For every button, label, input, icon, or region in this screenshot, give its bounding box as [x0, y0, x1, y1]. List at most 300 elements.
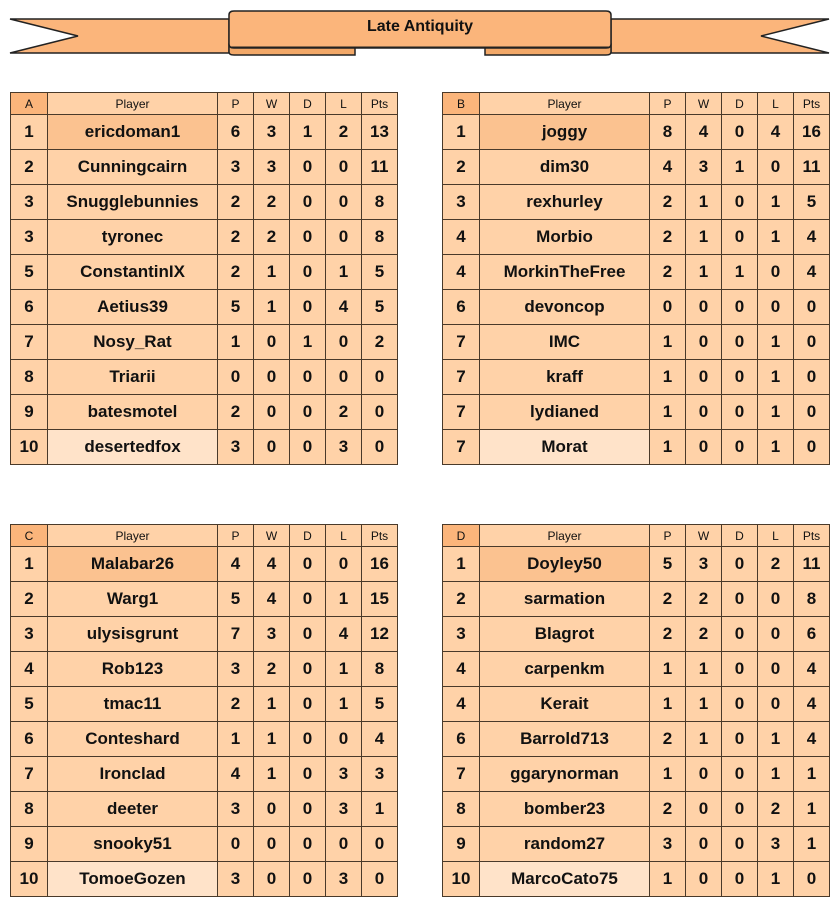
d-cell: 1	[290, 325, 326, 360]
pts-cell: 4	[794, 652, 830, 687]
group-label: D	[443, 525, 480, 547]
pts-cell: 15	[362, 582, 398, 617]
rank-cell: 7	[443, 757, 480, 792]
p-cell: 2	[650, 617, 686, 652]
column-header-p: P	[650, 525, 686, 547]
l-cell: 2	[326, 395, 362, 430]
d-cell: 0	[290, 255, 326, 290]
table-row	[443, 395, 830, 430]
rank-cell: 1	[443, 115, 480, 150]
p-cell: 3	[650, 827, 686, 862]
player-name-cell: tmac11	[48, 687, 218, 722]
pts-cell: 11	[794, 150, 830, 185]
d-cell: 0	[722, 827, 758, 862]
table-row	[443, 687, 830, 722]
w-cell: 0	[254, 430, 290, 465]
d-cell: 0	[290, 360, 326, 395]
player-name-cell: devoncop	[480, 290, 650, 325]
rank-cell: 3	[443, 617, 480, 652]
player-name-cell: batesmotel	[48, 395, 218, 430]
table-row	[443, 792, 830, 827]
pts-cell: 0	[794, 395, 830, 430]
pts-cell: 0	[362, 360, 398, 395]
d-cell: 0	[722, 395, 758, 430]
rank-cell: 6	[11, 722, 48, 757]
w-cell: 2	[254, 652, 290, 687]
pts-cell: 1	[794, 757, 830, 792]
d-cell: 1	[722, 150, 758, 185]
w-cell: 3	[686, 547, 722, 582]
player-name-cell: Rob123	[48, 652, 218, 687]
d-cell: 0	[290, 617, 326, 652]
column-header-d: D	[722, 525, 758, 547]
column-header-d: D	[722, 93, 758, 115]
player-name-cell: ggarynorman	[480, 757, 650, 792]
table-row	[443, 862, 830, 897]
pts-cell: 0	[794, 360, 830, 395]
p-cell: 1	[650, 687, 686, 722]
p-cell: 3	[218, 652, 254, 687]
rank-cell: 10	[11, 430, 48, 465]
p-cell: 2	[650, 792, 686, 827]
table-row	[11, 827, 398, 862]
p-cell: 3	[218, 150, 254, 185]
rank-cell: 9	[443, 827, 480, 862]
rank-cell: 9	[11, 827, 48, 862]
player-name-cell: tyronec	[48, 220, 218, 255]
table-row	[443, 115, 830, 150]
w-cell: 0	[686, 792, 722, 827]
d-cell: 0	[722, 582, 758, 617]
rank-cell: 10	[443, 862, 480, 897]
rank-cell: 5	[11, 687, 48, 722]
pts-cell: 2	[362, 325, 398, 360]
l-cell: 0	[758, 582, 794, 617]
player-name-cell: desertedfox	[48, 430, 218, 465]
column-header-pts: Pts	[794, 93, 830, 115]
table-row	[443, 430, 830, 465]
group-a-table	[10, 92, 398, 465]
p-cell: 7	[218, 617, 254, 652]
table-row	[443, 150, 830, 185]
d-cell: 0	[290, 687, 326, 722]
rank-cell: 1	[11, 547, 48, 582]
player-name-cell: MarcoCato75	[480, 862, 650, 897]
w-cell: 1	[254, 290, 290, 325]
d-cell: 1	[722, 255, 758, 290]
d-cell: 0	[722, 792, 758, 827]
pts-cell: 0	[794, 430, 830, 465]
player-name-cell: bomber23	[480, 792, 650, 827]
table-row	[11, 722, 398, 757]
l-cell: 1	[758, 185, 794, 220]
pts-cell: 1	[794, 827, 830, 862]
title-banner	[0, 0, 839, 62]
d-cell: 0	[290, 652, 326, 687]
column-header-l: L	[758, 93, 794, 115]
pts-cell: 1	[362, 792, 398, 827]
player-name-cell: ulysisgrunt	[48, 617, 218, 652]
column-header-p: P	[650, 93, 686, 115]
rank-cell: 6	[11, 290, 48, 325]
player-name-cell: deeter	[48, 792, 218, 827]
column-header-w: W	[686, 525, 722, 547]
group-d-table	[442, 524, 830, 897]
table-row	[11, 395, 398, 430]
rank-cell: 8	[443, 792, 480, 827]
player-name-cell: snooky51	[48, 827, 218, 862]
table-header-row	[11, 93, 398, 115]
player-name-cell: dim30	[480, 150, 650, 185]
p-cell: 2	[218, 185, 254, 220]
table-row	[443, 325, 830, 360]
l-cell: 2	[758, 547, 794, 582]
player-name-cell: ConstantinIX	[48, 255, 218, 290]
table-row	[11, 290, 398, 325]
l-cell: 0	[326, 360, 362, 395]
column-header-w: W	[254, 525, 290, 547]
w-cell: 0	[254, 792, 290, 827]
player-name-cell: Kerait	[480, 687, 650, 722]
player-name-cell: Ironclad	[48, 757, 218, 792]
rank-cell: 7	[11, 325, 48, 360]
pts-cell: 11	[362, 150, 398, 185]
rank-cell: 6	[443, 290, 480, 325]
p-cell: 6	[218, 115, 254, 150]
p-cell: 4	[218, 547, 254, 582]
l-cell: 4	[326, 617, 362, 652]
player-name-cell: Aetius39	[48, 290, 218, 325]
w-cell: 1	[686, 255, 722, 290]
table-row	[11, 582, 398, 617]
table-row	[11, 430, 398, 465]
pts-cell: 5	[794, 185, 830, 220]
rank-cell: 2	[443, 150, 480, 185]
p-cell: 8	[650, 115, 686, 150]
l-cell: 0	[326, 722, 362, 757]
rank-cell: 8	[11, 360, 48, 395]
table-header-row	[443, 525, 830, 547]
rank-cell: 1	[443, 547, 480, 582]
table-row	[443, 722, 830, 757]
w-cell: 0	[686, 862, 722, 897]
l-cell: 1	[758, 862, 794, 897]
rank-cell: 3	[11, 220, 48, 255]
d-cell: 0	[290, 722, 326, 757]
l-cell: 3	[758, 827, 794, 862]
p-cell: 5	[218, 290, 254, 325]
player-name-cell: rexhurley	[480, 185, 650, 220]
w-cell: 3	[254, 150, 290, 185]
d-cell: 0	[290, 290, 326, 325]
player-name-cell: carpenkm	[480, 652, 650, 687]
w-cell: 0	[686, 360, 722, 395]
w-cell: 0	[686, 827, 722, 862]
p-cell: 1	[650, 325, 686, 360]
player-name-cell: Barrold713	[480, 722, 650, 757]
l-cell: 1	[758, 430, 794, 465]
player-name-cell: TomoeGozen	[48, 862, 218, 897]
table-header-row	[11, 525, 398, 547]
table-row	[11, 862, 398, 897]
pts-cell: 5	[362, 255, 398, 290]
d-cell: 0	[290, 792, 326, 827]
player-name-cell: Blagrot	[480, 617, 650, 652]
player-name-cell: sarmation	[480, 582, 650, 617]
p-cell: 2	[218, 395, 254, 430]
w-cell: 0	[254, 395, 290, 430]
pts-cell: 8	[362, 185, 398, 220]
table-row	[443, 290, 830, 325]
p-cell: 2	[218, 687, 254, 722]
d-cell: 0	[290, 862, 326, 897]
player-name-cell: MorkinTheFree	[480, 255, 650, 290]
d-cell: 0	[290, 220, 326, 255]
l-cell: 1	[758, 757, 794, 792]
table-row	[11, 547, 398, 582]
l-cell: 3	[326, 430, 362, 465]
player-name-cell: Morat	[480, 430, 650, 465]
column-header-pts: Pts	[362, 525, 398, 547]
w-cell: 3	[686, 150, 722, 185]
d-cell: 0	[722, 290, 758, 325]
player-name-cell: Morbio	[480, 220, 650, 255]
pts-cell: 16	[362, 547, 398, 582]
p-cell: 1	[650, 395, 686, 430]
player-name-cell: ericdoman1	[48, 115, 218, 150]
w-cell: 1	[686, 652, 722, 687]
rank-cell: 4	[443, 255, 480, 290]
p-cell: 1	[650, 652, 686, 687]
table-row	[443, 547, 830, 582]
l-cell: 1	[758, 722, 794, 757]
p-cell: 4	[218, 757, 254, 792]
l-cell: 3	[326, 757, 362, 792]
l-cell: 1	[758, 395, 794, 430]
d-cell: 0	[290, 395, 326, 430]
rank-cell: 2	[11, 582, 48, 617]
d-cell: 1	[290, 115, 326, 150]
d-cell: 0	[722, 325, 758, 360]
rank-cell: 7	[443, 325, 480, 360]
pts-cell: 0	[794, 290, 830, 325]
column-header-pts: Pts	[794, 525, 830, 547]
player-name-cell: Doyley50	[480, 547, 650, 582]
d-cell: 0	[722, 430, 758, 465]
pts-cell: 0	[794, 325, 830, 360]
p-cell: 1	[650, 757, 686, 792]
w-cell: 2	[686, 617, 722, 652]
rank-cell: 4	[443, 220, 480, 255]
p-cell: 2	[650, 220, 686, 255]
p-cell: 1	[650, 862, 686, 897]
w-cell: 1	[254, 757, 290, 792]
p-cell: 0	[218, 827, 254, 862]
l-cell: 0	[758, 617, 794, 652]
player-name-cell: Conteshard	[48, 722, 218, 757]
d-cell: 0	[722, 757, 758, 792]
pts-cell: 16	[794, 115, 830, 150]
pts-cell: 0	[362, 827, 398, 862]
w-cell: 4	[254, 547, 290, 582]
pts-cell: 4	[794, 255, 830, 290]
l-cell: 1	[758, 360, 794, 395]
column-header-player: Player	[480, 525, 650, 547]
player-name-cell: joggy	[480, 115, 650, 150]
d-cell: 0	[290, 185, 326, 220]
w-cell: 0	[254, 360, 290, 395]
column-header-player: Player	[48, 93, 218, 115]
table-row	[11, 115, 398, 150]
player-name-cell: Triarii	[48, 360, 218, 395]
table-row	[443, 255, 830, 290]
rank-cell: 10	[11, 862, 48, 897]
table-row	[11, 185, 398, 220]
table-row	[11, 652, 398, 687]
w-cell: 1	[686, 687, 722, 722]
p-cell: 2	[650, 255, 686, 290]
rank-cell: 9	[11, 395, 48, 430]
w-cell: 2	[686, 582, 722, 617]
table-row	[443, 617, 830, 652]
w-cell: 0	[686, 430, 722, 465]
table-header-row	[443, 93, 830, 115]
table-row	[11, 325, 398, 360]
table-row	[11, 255, 398, 290]
column-header-d: D	[290, 93, 326, 115]
l-cell: 3	[326, 862, 362, 897]
rank-cell: 5	[11, 255, 48, 290]
pts-cell: 1	[794, 792, 830, 827]
w-cell: 1	[254, 722, 290, 757]
rank-cell: 2	[11, 150, 48, 185]
p-cell: 3	[218, 862, 254, 897]
rank-cell: 6	[443, 722, 480, 757]
pts-cell: 12	[362, 617, 398, 652]
rank-cell: 7	[11, 757, 48, 792]
w-cell: 2	[254, 185, 290, 220]
table-row	[443, 582, 830, 617]
w-cell: 3	[254, 115, 290, 150]
l-cell: 2	[326, 115, 362, 150]
table-row	[11, 757, 398, 792]
pts-cell: 3	[362, 757, 398, 792]
table-row	[11, 360, 398, 395]
p-cell: 1	[650, 430, 686, 465]
d-cell: 0	[722, 115, 758, 150]
column-header-p: P	[218, 525, 254, 547]
p-cell: 0	[650, 290, 686, 325]
w-cell: 0	[686, 395, 722, 430]
player-name-cell: IMC	[480, 325, 650, 360]
player-name-cell: Warg1	[48, 582, 218, 617]
d-cell: 0	[290, 827, 326, 862]
p-cell: 2	[650, 722, 686, 757]
w-cell: 0	[686, 325, 722, 360]
l-cell: 1	[326, 255, 362, 290]
rank-cell: 4	[443, 687, 480, 722]
w-cell: 0	[254, 827, 290, 862]
table-row	[443, 827, 830, 862]
pts-cell: 0	[362, 395, 398, 430]
pts-cell: 4	[794, 722, 830, 757]
pts-cell: 4	[794, 220, 830, 255]
d-cell: 0	[722, 360, 758, 395]
d-cell: 0	[722, 220, 758, 255]
pts-cell: 11	[794, 547, 830, 582]
d-cell: 0	[290, 547, 326, 582]
w-cell: 4	[686, 115, 722, 150]
l-cell: 4	[758, 115, 794, 150]
d-cell: 0	[722, 547, 758, 582]
column-header-player: Player	[48, 525, 218, 547]
d-cell: 0	[290, 582, 326, 617]
l-cell: 0	[758, 290, 794, 325]
column-header-d: D	[290, 525, 326, 547]
column-header-player: Player	[480, 93, 650, 115]
l-cell: 0	[326, 325, 362, 360]
l-cell: 0	[326, 547, 362, 582]
p-cell: 2	[650, 582, 686, 617]
table-row	[443, 757, 830, 792]
table-row	[11, 220, 398, 255]
p-cell: 2	[650, 185, 686, 220]
p-cell: 3	[218, 430, 254, 465]
column-header-l: L	[326, 93, 362, 115]
pts-cell: 0	[794, 862, 830, 897]
table-row	[443, 652, 830, 687]
column-header-l: L	[326, 525, 362, 547]
p-cell: 0	[218, 360, 254, 395]
l-cell: 0	[758, 687, 794, 722]
player-name-cell: Cunningcairn	[48, 150, 218, 185]
group-c-table	[10, 524, 398, 897]
d-cell: 0	[722, 652, 758, 687]
l-cell: 0	[326, 220, 362, 255]
l-cell: 0	[758, 150, 794, 185]
player-name-cell: Malabar26	[48, 547, 218, 582]
w-cell: 4	[254, 582, 290, 617]
w-cell: 1	[254, 687, 290, 722]
p-cell: 2	[218, 220, 254, 255]
l-cell: 1	[758, 220, 794, 255]
p-cell: 1	[218, 325, 254, 360]
column-header-p: P	[218, 93, 254, 115]
group-label: B	[443, 93, 480, 115]
p-cell: 3	[218, 792, 254, 827]
pts-cell: 0	[362, 430, 398, 465]
l-cell: 3	[326, 792, 362, 827]
p-cell: 5	[218, 582, 254, 617]
page-title: Late Antiquity	[366, 18, 474, 35]
d-cell: 0	[722, 722, 758, 757]
w-cell: 1	[686, 722, 722, 757]
pts-cell: 8	[362, 652, 398, 687]
l-cell: 0	[326, 185, 362, 220]
l-cell: 0	[326, 150, 362, 185]
table-row	[443, 220, 830, 255]
rank-cell: 8	[11, 792, 48, 827]
player-name-cell: Snugglebunnies	[48, 185, 218, 220]
l-cell: 0	[758, 652, 794, 687]
table-row	[443, 185, 830, 220]
l-cell: 1	[326, 652, 362, 687]
table-row	[11, 687, 398, 722]
rank-cell: 3	[443, 185, 480, 220]
pts-cell: 4	[362, 722, 398, 757]
player-name-cell: lydianed	[480, 395, 650, 430]
column-header-pts: Pts	[362, 93, 398, 115]
